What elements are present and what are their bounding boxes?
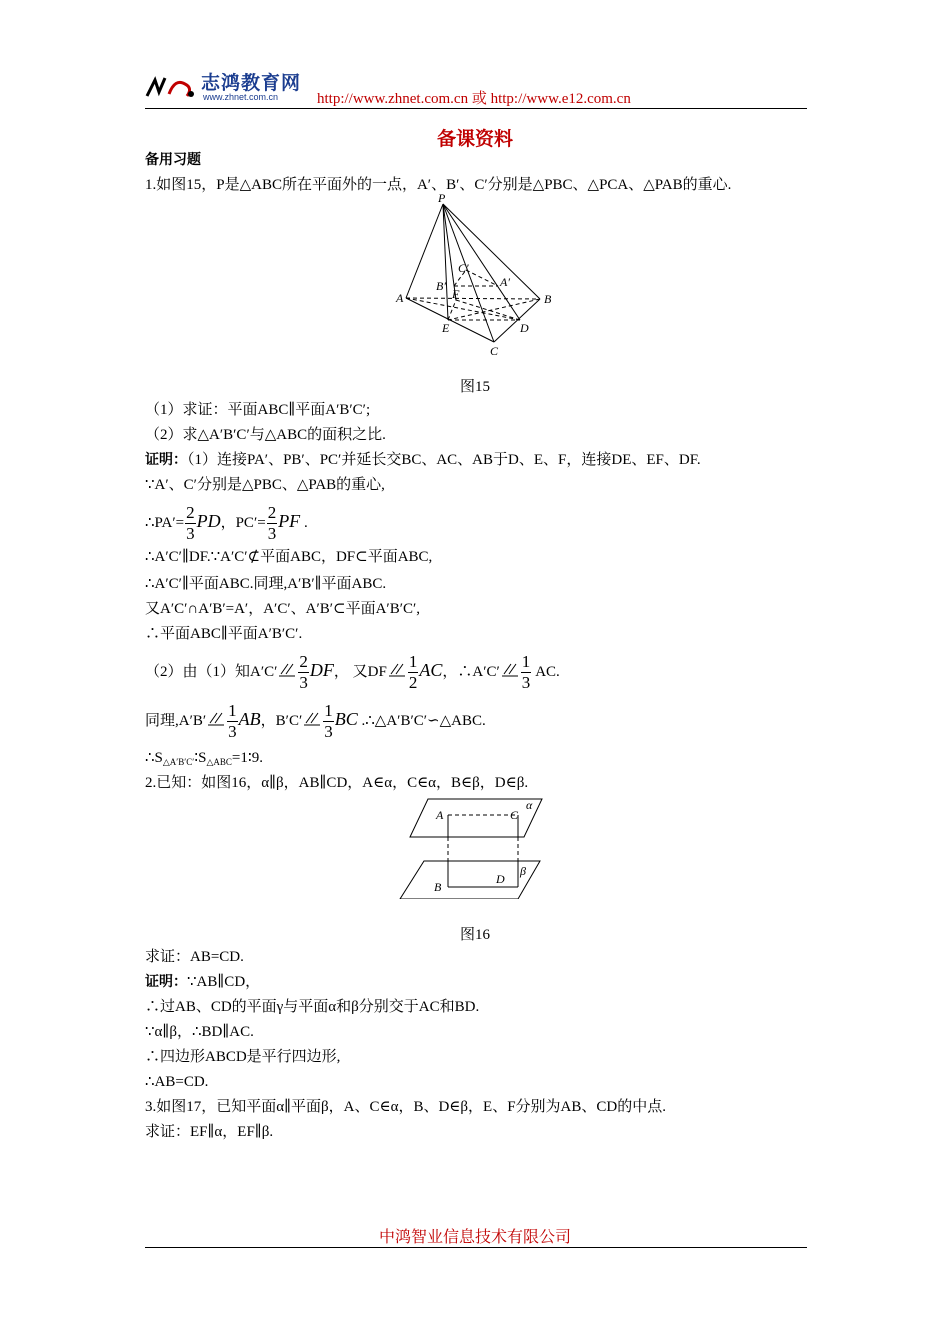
q1-proof-line1: 证明：（1）连接PA′、PB′、PC′并延长交BC、AC、AB于D、E、F，连接DE、EF、DF. bbox=[145, 452, 701, 468]
fig16-label-beta: β bbox=[520, 864, 526, 878]
fig15-label-c-prime: C′ bbox=[458, 261, 469, 275]
figure-15-pyramid bbox=[392, 192, 562, 362]
figure-16-caption: 图16 bbox=[459, 927, 490, 943]
q2-proof-line5: ∴AB=CD. bbox=[145, 1074, 209, 1090]
fraction-two-thirds: $\frac{2}{3}$ bbox=[186, 503, 195, 544]
q1-proof-line3: ∴PA′= $\frac{2}{3}$ PD，PC′= $\frac{2}{3}$ PF . bbox=[145, 503, 308, 544]
figure-16-planes bbox=[396, 795, 544, 899]
header-links[interactable]: http://www.zhnet.com.cn 或 http://www.e12.com.cn bbox=[317, 91, 631, 107]
fig16-label-d: D bbox=[496, 872, 505, 886]
fraction-one-half: $\frac{1}{2}$ bbox=[408, 652, 418, 693]
q1-part1: （1）求证：平面ABC∥平面A′B′C′; bbox=[145, 402, 371, 418]
q1-proof-line7: ∴平面ABC∥平面A′B′C′. bbox=[145, 626, 303, 642]
fig16-label-alpha: α bbox=[526, 798, 533, 812]
q1-proof-line10: $\therefore S_{\triangle A'B'C'}∶S_{\triangle ABC}=1∶9$. bbox=[145, 750, 264, 767]
q2-proof-line3: ∵α∥β，∴BD∥AC. bbox=[145, 1024, 254, 1040]
fig15-label-f: F bbox=[452, 287, 460, 301]
q2-prove: 求证：AB=CD. bbox=[145, 949, 244, 965]
q1-stem: 1.如图15，P是△ABC所在平面外的一点，A′、B′、C′分别是△PBC、△PCA、△PAB的重心. bbox=[145, 177, 732, 193]
fraction-one-third: $\frac{1}{3}$ bbox=[228, 701, 237, 742]
proof-label: 证明： bbox=[145, 974, 187, 990]
proof-label: 证明： bbox=[145, 452, 187, 468]
fig15-label-c: C bbox=[490, 344, 499, 358]
q2-proof-line1: 证明：∵AB∥CD， bbox=[145, 974, 261, 990]
fraction-two-thirds: $\frac{2}{3}$ bbox=[299, 652, 308, 693]
fraction-one-third: $\frac{1}{3}$ bbox=[521, 652, 531, 693]
header-divider bbox=[145, 108, 807, 109]
fig15-label-a-prime: A′ bbox=[500, 275, 510, 289]
parallel-equal-icon bbox=[500, 662, 520, 678]
footer-divider bbox=[145, 1247, 807, 1248]
parallel-equal-icon bbox=[277, 662, 297, 678]
page-header bbox=[145, 66, 807, 110]
fig15-label-b: B bbox=[544, 292, 552, 306]
q1-proof-line5: ∴A′C′∥平面ABC.同理,A′B′∥平面ABC. bbox=[145, 576, 387, 592]
q1-proof-line4: ∴A′C′∥DF.∵A′C′⊄平面ABC，DF⊂平面ABC, bbox=[145, 549, 433, 565]
fig16-label-b: B bbox=[434, 880, 442, 894]
q3-stem: 3.如图17，已知平面α∥平面β，A、C∈α，B、D∈β，E、F分别为AB、CD的中点. bbox=[145, 1099, 666, 1115]
q3-prove: 求证：EF∥α，EF∥β. bbox=[145, 1124, 274, 1140]
fig16-label-a: A bbox=[436, 808, 444, 822]
parallel-equal-icon bbox=[387, 662, 407, 678]
q2-proof-line4: ∴四边形ABCD是平行四边形, bbox=[145, 1049, 341, 1065]
section-heading: 备用习题 bbox=[145, 152, 201, 168]
fig16-label-c: C bbox=[510, 808, 519, 822]
fig15-label-b-prime: B′ bbox=[436, 279, 446, 293]
q2-proof-line2: ∴过AB、CD的平面γ与平面α和β分别交于AC和BD. bbox=[145, 999, 480, 1015]
q2-stem: 2.已知：如图16，α∥β，AB∥CD，A∈α，C∈α，B∈β，D∈β. bbox=[145, 775, 529, 791]
q1-proof-line8: （2）由（1）知A′C′ $\frac{2}{3}$ DF， 又DF $\frac{1}{2}$ AC，∴A′C′ $\frac{1}{3}$ AC. bbox=[145, 652, 560, 693]
page-title: 备课资料 bbox=[436, 128, 513, 150]
fig15-label-e: E bbox=[442, 321, 450, 335]
figure-15-caption: 图15 bbox=[459, 379, 490, 395]
q1-part2: （2）求△A′B′C′与△ABC的面积之比. bbox=[145, 427, 386, 443]
logo-icon bbox=[145, 74, 197, 100]
fig15-label-p: P bbox=[438, 192, 446, 205]
parallel-equal-icon bbox=[206, 711, 226, 727]
q1-proof-line6: 又A′C′∩A′B′=A′，A′C′、A′B′⊂平面A′B′C′, bbox=[145, 601, 421, 617]
page-footer: 中鸿智业信息技术有限公司 bbox=[378, 1227, 571, 1246]
fraction-two-thirds: $\frac{2}{3}$ bbox=[267, 503, 277, 544]
q1-proof-line2: ∵A′、C′分别是△PBC、△PAB的重心, bbox=[145, 477, 385, 493]
q1-proof-line9: 同理,A′B′ $\frac{1}{3}$ AB，B′C′ $\frac{1}{3}$ BC .∴△A′B′C′∽△ABC. bbox=[145, 701, 486, 742]
parallel-equal-icon bbox=[302, 711, 322, 727]
fraction-one-third: $\frac{1}{3}$ bbox=[324, 701, 333, 742]
logo-url: www.zhnet.com.cn bbox=[203, 92, 279, 102]
logo-title: 志鸿教育网 bbox=[201, 72, 302, 94]
fig15-label-a: A bbox=[396, 291, 404, 305]
fig15-label-d: D bbox=[520, 321, 529, 335]
